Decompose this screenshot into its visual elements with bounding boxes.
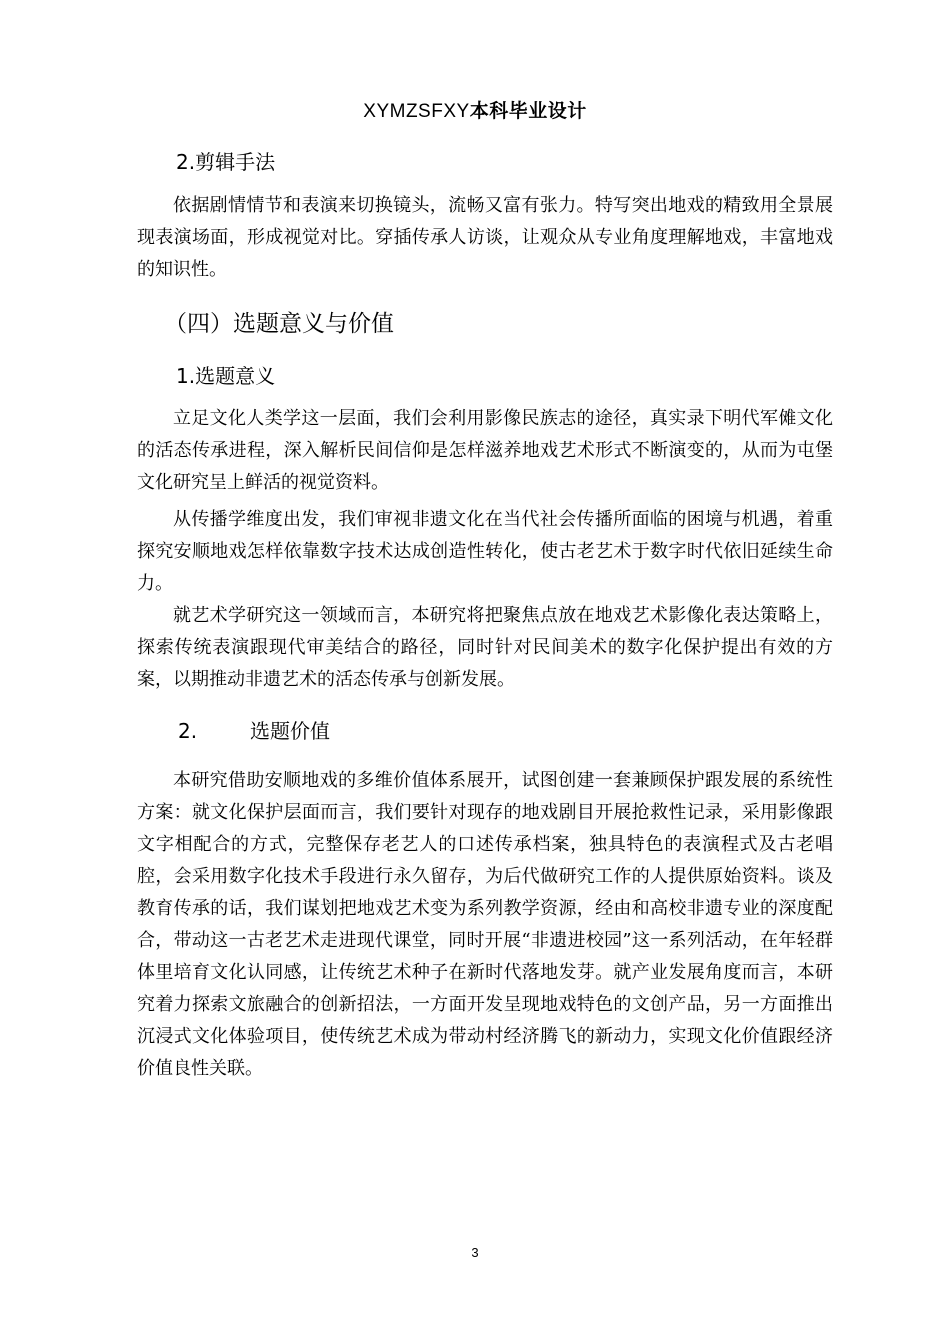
heading-title: 剪辑手法: [195, 150, 276, 174]
paragraph-value: 本研究借助安顺地戏的多维价值体系展开，试图创建一套兼顾保护跟发展的系统性方案：就文化保护层面而言，我们要针对现存的地戏剧目开展抢救性记录，采用影像跟文字相配合的方式，完整保存老艺人的口述传承档案，独具特色的表演程式及古老唱腔，会采用数字化技术手段进行永久留存，为后代做研究工作的人提供原始资料。谈及教育传承的话，我们谋划把地戏艺术变为系列教学资源，经由和高校非遗专业的深度配合，带动这一古老艺术走进现代课堂，同时开展“非遗进校园”这一系列活动，在年轻群体里培育文化认同感，让传统艺术种子在新时代落地发芽。就产业发展角度而言，本研究着力探索文旅融合的创新招法，一方面开发呈现地戏特色的文创产品，另一方面推出沉浸式文化体验项目，使传统艺术成为带动村经济腾飞的新动力，实现文化价值跟经济价值良性关联。: [137, 770, 833, 1079]
section-heading-significance-value: （四）选题意义与价值: [164, 311, 394, 337]
paragraph-editing: 依据剧情情节和表演来切换镜头，流畅又富有张力。特写突出地戏的精致用全景展现表演场面，形成视觉对比。穿插传承人访谈，让观众从专业角度理解地戏，丰富地戏的知识性。: [137, 195, 833, 280]
heading-topic-significance: [176, 360, 275, 389]
heading-number: 2.: [178, 719, 198, 743]
header-title: 本科毕业设计: [469, 100, 587, 122]
paragraph-significance-communication: 从传播学维度出发，我们审视非遗文化在当代社会传播所面临的困境与机遇，着重探究安顺地戏怎样依靠数字技术达成创造性转化，使古老艺术于数字时代依旧延续生命力。: [137, 509, 833, 594]
paragraph-significance-art: 就艺术学研究这一领域而言，本研究将把聚焦点放在地戏艺术影像化表达策略上，探索传统表演跟现代审美结合的路径，同时针对民间美术的数字化保护提出有效的方案，以期推动非遗艺术的活态传承与创新发展。: [137, 605, 833, 690]
header-code: XYMZSFXY: [363, 101, 470, 122]
paragraph-significance-anthropology: 立足文化人类学这一层面，我们会利用影像民族志的途径，真实录下明代军傩文化的活态传承进程，深入解析民间信仰是怎样滋养地戏艺术形式不断演变的，从而为屯堡文化研究呈上鲜活的视觉资料。: [137, 408, 833, 493]
page-header: [0, 96, 950, 123]
heading-title: 选题意义: [195, 364, 276, 388]
heading-editing-technique: [176, 146, 275, 175]
heading-number: 1.: [176, 364, 196, 388]
heading-title: 选题价值: [250, 719, 330, 743]
heading-topic-value: [178, 715, 330, 744]
page-number: 3: [471, 1245, 479, 1260]
heading-number: 2.: [176, 150, 196, 174]
